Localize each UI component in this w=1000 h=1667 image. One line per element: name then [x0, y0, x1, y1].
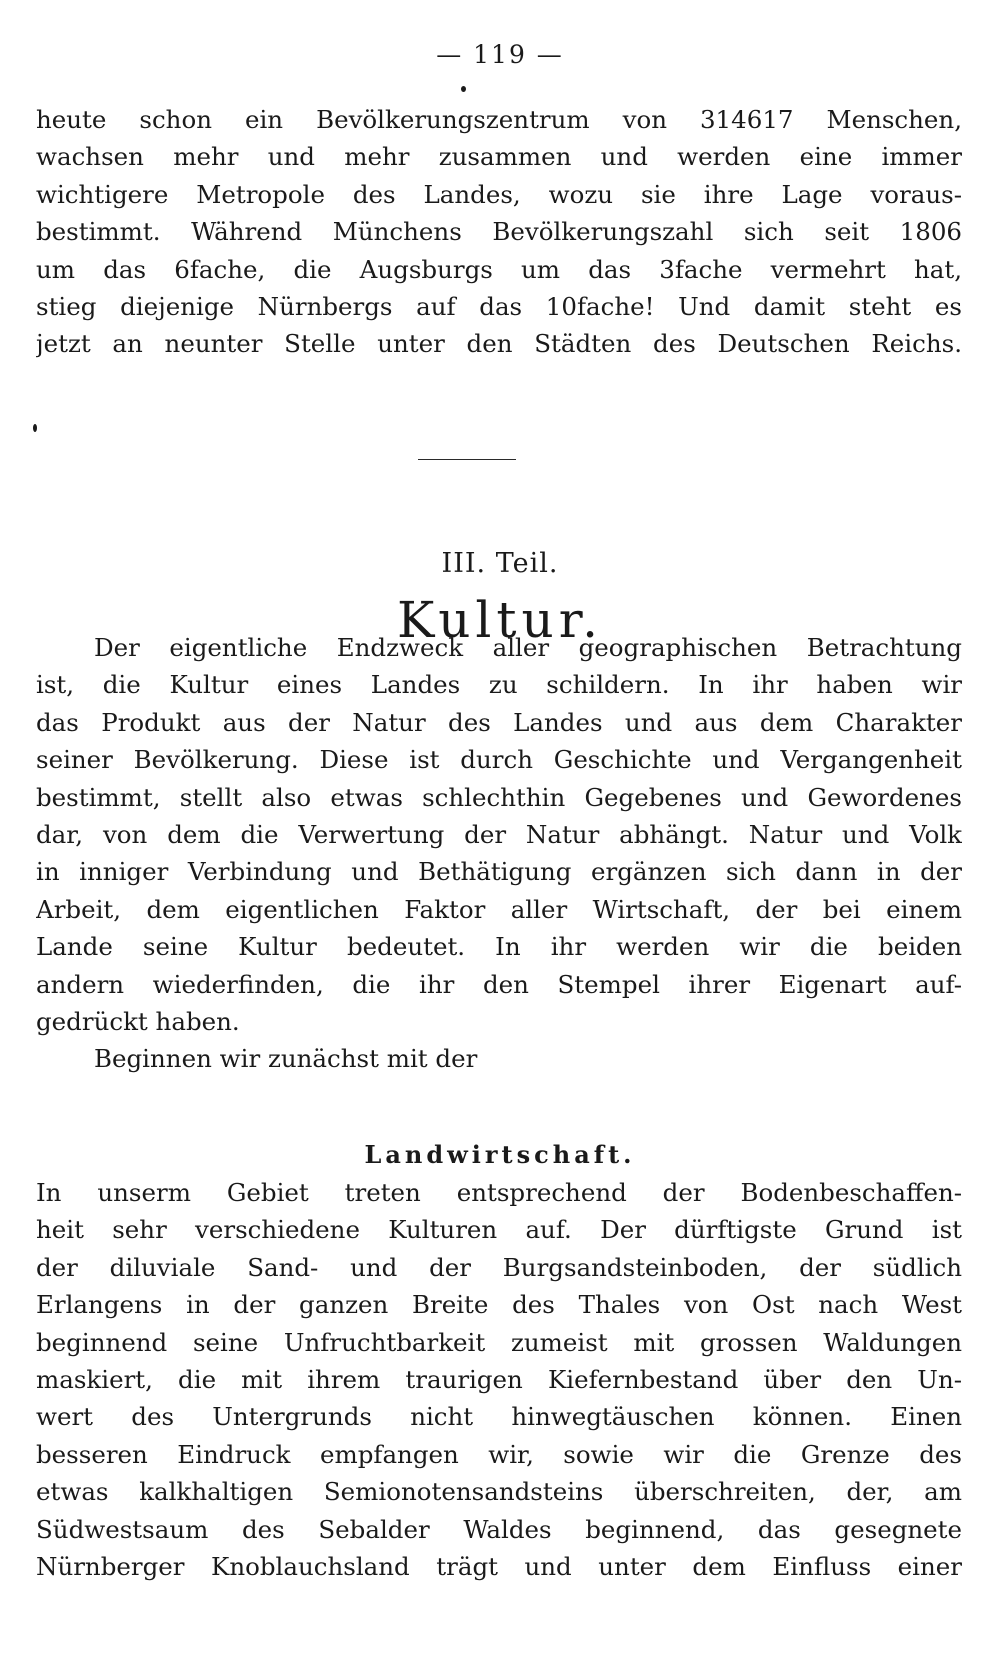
- text-line: bestimmt. Während Münchens Bevölkerungszahl sich seit 1806: [36, 217, 962, 247]
- text-line: Der eigentliche Endzweck aller geographischen Betrachtung: [94, 633, 962, 662]
- culture-paragraph: [36, 629, 962, 1078]
- ink-speck: [33, 424, 37, 432]
- text-line: Südwestsaum des Sebalder Waldes beginnend, das gesegnete: [36, 1514, 962, 1544]
- text-line: wert des Untergrunds nicht hinwegtäuschen können. Einen: [36, 1402, 962, 1432]
- agriculture-paragraph: [36, 1174, 962, 1585]
- text-line: etwas kalkhaltigen Semionotensandsteins überschreiten, der, am: [36, 1477, 962, 1507]
- page-number: — 119 —: [436, 40, 564, 69]
- section-divider: [418, 459, 516, 460]
- text-line: seiner Bevölkerung. Diese ist durch Geschichte und Vergangenheit: [36, 745, 962, 775]
- text-line: In unserm Gebiet treten entsprechend der Bodenbeschaffen-: [36, 1178, 962, 1207]
- text-line: stieg diejenige Nürnbergs auf das 10fache! Und damit steht es: [36, 291, 962, 321]
- part-label: III. Teil.: [441, 548, 559, 579]
- text-line: Arbeit, dem eigentlichen Faktor aller Wirtschaft, der bei einem: [36, 894, 962, 924]
- text-line: heit sehr verschiedene Kulturen auf. Der dürftigste Grund ist: [36, 1215, 962, 1245]
- text-line: der diluviale Sand- und der Burgsandsteinboden, der südlich: [36, 1252, 962, 1282]
- text-line: wachsen mehr und mehr zusammen und werden eine immer: [36, 142, 962, 172]
- text-line: Lande seine Kultur bedeutet. In ihr werden wir die beiden: [36, 932, 962, 962]
- text-line: in inniger Verbindung und Bethätigung ergänzen sich dann in der: [36, 857, 962, 887]
- text-line: Beginnen wir zunächst mit der: [94, 1044, 478, 1074]
- text-line: bestimmt, stellt also etwas schlechthin Gegebenes und Gewordenes: [36, 782, 962, 812]
- text-line: das Produkt aus der Natur des Landes und aus dem Charakter: [36, 707, 962, 737]
- text-line: andern wiederfinden, die ihr den Stempel ihrer Eigenart auf-: [36, 969, 962, 999]
- text-line: Nürnberger Knoblauchsland trägt und unter dem Einfluss einer: [36, 1551, 962, 1581]
- intro-paragraph: [36, 101, 962, 363]
- text-line: maskiert, die mit ihrem traurigen Kiefernbestand über den Un-: [36, 1364, 962, 1394]
- text-line: heute schon ein Bevölkerungszentrum von 314617 Menschen,: [36, 105, 962, 134]
- text-line: besseren Eindruck empfangen wir, sowie wir die Grenze des: [36, 1439, 962, 1469]
- subheading: Landwirtschaft.: [364, 1140, 636, 1169]
- ink-speck: [461, 86, 466, 92]
- text-line: dar, von dem die Verwertung der Natur abhängt. Natur und Volk: [36, 819, 962, 849]
- text-line: Erlangens in der ganzen Breite des Thales von Ost nach West: [36, 1290, 962, 1320]
- text-line: um das 6fache, die Augsburgs um das 3fache vermehrt hat,: [36, 254, 962, 284]
- text-line: beginnend seine Unfruchtbarkeit zumeist mit grossen Waldungen: [36, 1327, 962, 1357]
- text-line: wichtigere Metropole des Landes, wozu sie ihre Lage voraus-: [36, 179, 962, 209]
- text-line: jetzt an neunter Stelle unter den Städten des Deutschen Reichs.: [36, 329, 962, 359]
- text-line: ist, die Kultur eines Landes zu schildern. In ihr haben wir: [36, 670, 962, 700]
- text-line: gedrückt haben.: [36, 1006, 240, 1036]
- section-title: Kultur.: [396, 591, 604, 649]
